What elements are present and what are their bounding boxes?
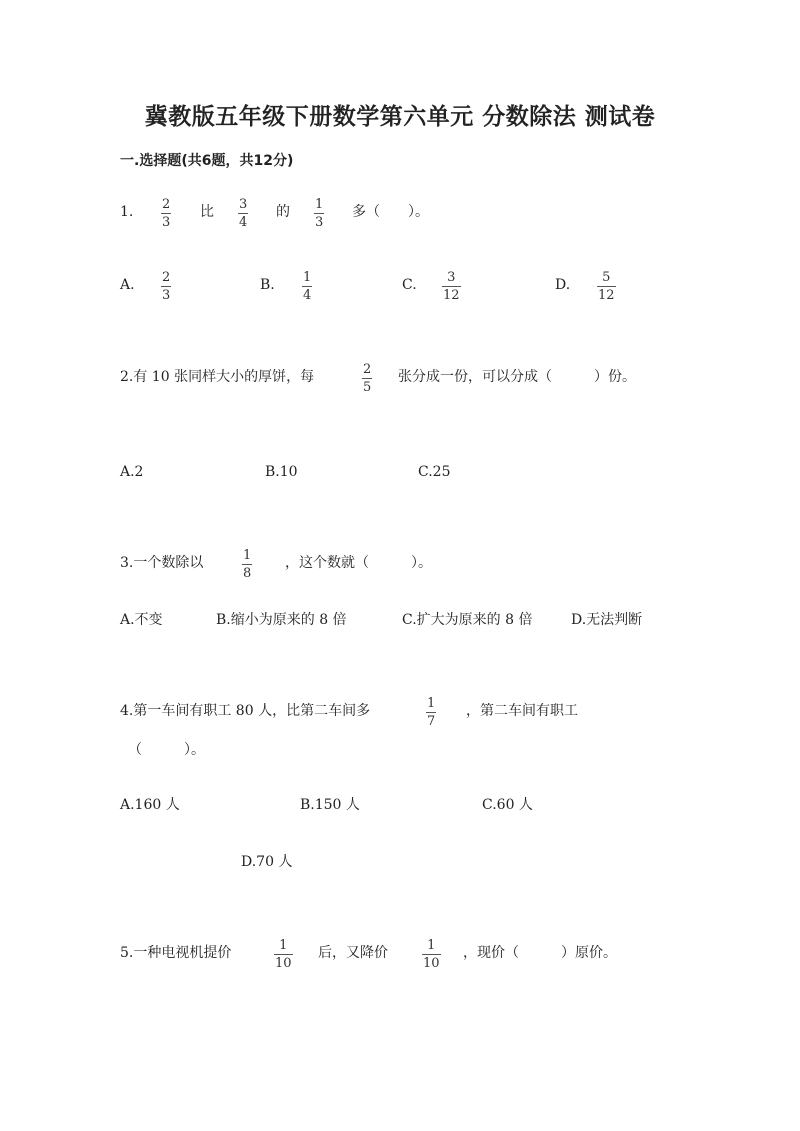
q1-text-1: 比	[200, 204, 214, 220]
q1-option-b-fraction[interactable]: 1 4	[303, 270, 312, 303]
q2-text-before: 2.有 10 张同样大小的厚饼，每	[120, 369, 315, 385]
q4-option-a[interactable]: A.160 人	[120, 797, 180, 813]
q1-option-c-label[interactable]: C.	[402, 277, 417, 293]
q1-option-a-label[interactable]: A.	[120, 277, 135, 293]
q1-text-3: 多（ ）。	[352, 204, 429, 220]
q5-fraction-2: 1 10	[423, 938, 440, 971]
q1-option-b-label[interactable]: B.	[260, 277, 275, 293]
q1-fraction-2: 3 4	[239, 197, 248, 230]
q4-fraction: 1 7	[427, 696, 436, 729]
q3-text-before: 3.一个数除以	[120, 555, 204, 571]
q4-option-d[interactable]: D.70 人	[241, 854, 293, 870]
q5-fraction-1: 1 10	[275, 938, 292, 971]
q4-text-before: 4.第一车间有职工 80 人，比第二车间多	[120, 703, 371, 719]
q2-text-after: 张分成一份，可以分成（ ）份。	[398, 369, 636, 385]
q3-option-b[interactable]: B.缩小为原来的 8 倍	[216, 612, 347, 628]
q3-fraction: 1 8	[243, 548, 252, 581]
q1-option-d-label[interactable]: D.	[555, 277, 571, 293]
q2-option-a[interactable]: A.2	[120, 464, 144, 480]
q2-option-c[interactable]: C.25	[418, 464, 451, 480]
q2-fraction: 2 5	[363, 362, 372, 395]
q4-option-c[interactable]: C.60 人	[482, 797, 533, 813]
q5-text-before: 5.一种电视机提价	[120, 945, 232, 961]
q4-text-after: ，第二车间有职工	[466, 703, 578, 719]
section-heading: 一.选择题(共6题，共12分)	[120, 153, 294, 169]
q1-option-a-fraction[interactable]: 2 3	[162, 270, 171, 303]
q1-fraction-3: 1 3	[315, 197, 324, 230]
q3-option-a[interactable]: A.不变	[120, 612, 163, 628]
q1-text-2: 的	[276, 204, 290, 220]
q5-text-middle: 后，又降价	[318, 945, 388, 961]
q1-option-c-fraction[interactable]: 3 12	[443, 270, 460, 303]
q3-option-c[interactable]: C.扩大为原来的 8 倍	[402, 612, 533, 628]
q2-option-b[interactable]: B.10	[265, 464, 298, 480]
page-title: 冀教版五年级下册数学第六单元 分数除法 测试卷	[144, 104, 656, 130]
q5-text-after: ，现价（ ）原价。	[463, 945, 617, 961]
q3-option-d[interactable]: D.无法判断	[571, 612, 643, 628]
q1-number: 1.	[120, 204, 134, 220]
q4-option-b[interactable]: B.150 人	[300, 797, 360, 813]
q4-text-line2: （ ）。	[128, 742, 205, 758]
q1-option-d-fraction[interactable]: 5 12	[598, 270, 615, 303]
q1-fraction-1: 2 3	[162, 197, 171, 230]
q3-text-after: ，这个数就（ ）。	[285, 555, 432, 571]
